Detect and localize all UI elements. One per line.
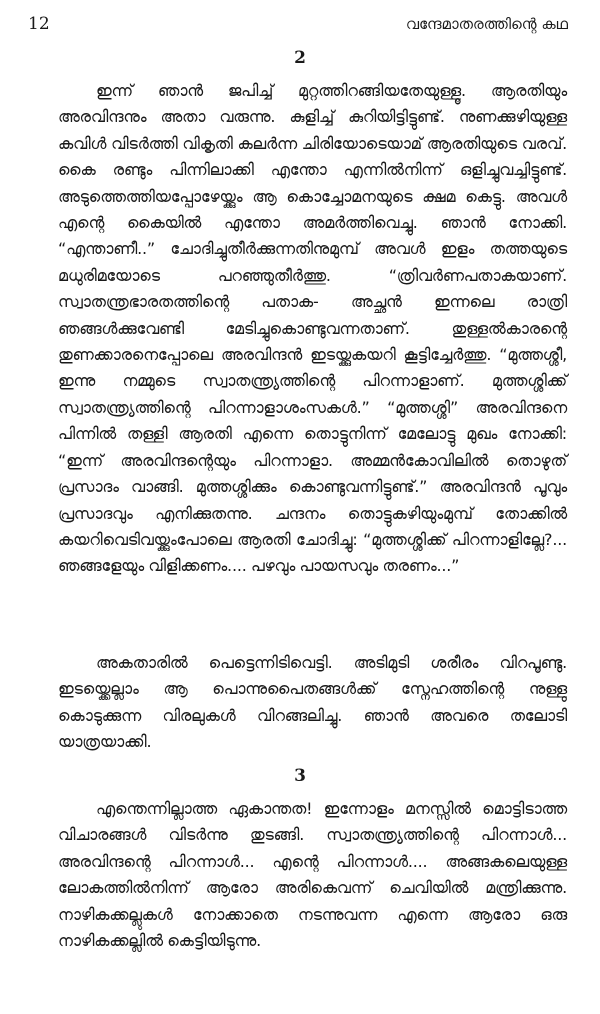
section-3-paragraph-1 [58, 796, 567, 954]
section-2-paragraph-2 [58, 650, 567, 756]
page-number: 12 [28, 14, 50, 34]
section-number-2: 2 [294, 48, 306, 68]
section-2-paragraph-1 [58, 78, 567, 580]
running-header [28, 14, 568, 40]
section-number-3: 3 [294, 766, 306, 786]
paragraph-text: എന്തെന്നില്ലാത്ത ഏകാന്തത! ഇന്നോളം മനസ്സിൽ മൊട്ടിടാത്ത വിചാരങ്ങൾ വിടർന്നു തുടങ്ങി. സ്വാതന്ത്ര്യത്തിന്റെ പിറന്നാൾ... അരവിന്ദന്റെ പിറന്നാൾ... എന്റെ പിറന്നാൾ.... അങ്ങകലെയുള്ള ലോകത്തിൽനിന്ന് ആരോ അരികെവന്ന് ചെവിയിൽ മന്ത്രിക്കുന്നു. നാഴികക്കല്ലുകൾ നോക്കാതെ നടന്നുവന്ന എന്നെ ആരോ ഒരു നാഴികക്കല്ലിൽ കെട്ടിയിടുന്നു. [58, 799, 567, 951]
book-title: വന്ദേമാതരത്തിന്റെ കഥ [405, 15, 568, 33]
paragraph-text: അകതാരിൽ പെട്ടെന്നിടിവെട്ടി. അടിമുടി ശരീരം വിറപൂണ്ടു. ഇടയ്ക്കെല്ലാം ആ പൊന്നുപൈതങ്ങൾക്ക് സ്നേഹത്തിന്റെ നുള്ളു കൊടുക്കുന്ന വിരലുകൾ വിറങ്ങലിച്ചു. ഞാൻ അവരെ തലോടി യാത്രയാക്കി. [58, 653, 567, 752]
paragraph-text: ഇന്ന് ഞാൻ ജപിച്ച് മുറ്റത്തിറങ്ങിയതേയുള്ളൂ. ആരതിയും അരവിന്ദനും അതാ വരുന്നു. കുളിച്ച് കുറിയിട്ടിട്ടുണ്ട്. നുണക്കുഴിയുള്ള കവിൾ വിടർത്തി വികൃതി കലർന്ന ചിരിയോടെയാമ് ആരതിയുടെ വരവ്. കൈ രണ്ടും പിന്നിലാക്കി എന്തോ എന്നിൽനിന്ന് ഒളിച്ചുവച്ചിട്ടുണ്ട്. അടുത്തെത്തിയപ്പോഴേയ്ക്കും ആ കൊച്ചോമനയുടെ ക്ഷമ കെട്ടു. അവൾ എന്റെ കൈയിൽ എന്തോ അമർത്തിവെച്ചു. ഞാൻ നോക്കി. “എന്താണീ..” ചോദിച്ചുതീർക്കുന്നതിനുമുമ്പ് അവൾ ഇളം തത്തയുടെ മധുരിമയോടെ പറഞ്ഞുതീർത്തു. “ത്രിവർണപതാകയാണ്. സ്വാതന്ത്രഭാരതത്തിന്റെ പതാക- അച്ഛൻ ഇന്നലെ രാത്രി ഞങ്ങൾക്കുവേണ്ടി മേടിച്ചുകൊണ്ടുവന്നതാണ്. തുള്ളൽകാരന്റെ തുണക്കാരനെപ്പോലെ അരവിന്ദൻ ഇടയ്ക്കുകയറി കൂട്ടിച്ചേർത്തു. “മുത്തശ്ശീ, ഇന്നു നമ്മുടെ സ്വാതന്ത്ര്യത്തിന്റെ പിറന്നാളാണ്. മുത്തശ്ശിക്ക് സ്വാതന്ത്ര്യത്തിന്റെ പിറന്നാളാശംസകൾ.” “മുത്തശ്ശി” അരവിന്ദനെ പിന്നിൽ തള്ളി ആരതി എന്നെ തൊട്ടുനിന്ന് മേലോട്ടു മുഖം നോക്കി: “ഇന്ന് അരവിന്ദന്റെയും പിറന്നാളാ. അമ്മൻകോവിലിൽ തൊഴുത് പ്രസാദം വാങ്ങി. മുത്തശ്ശിക്കും കൊണ്ടുവന്നിട്ടുണ്ട്.” അരവിന്ദൻ പൂവും പ്രസാദവും എനിക്കുതന്നു. ചന്ദനം തൊട്ടുകഴിയുംമുമ്പ് തോക്കിൽ കയറിവെടിവയ്ക്കുംപോലെ ആരതി ചോദിച്ചു: “മുത്തശ്ശിക്ക് പിറന്നാളില്ലേ?... ഞങ്ങളേയും വിളിക്കണം.... പഴവും പായസവും തരണം...” [58, 81, 567, 576]
